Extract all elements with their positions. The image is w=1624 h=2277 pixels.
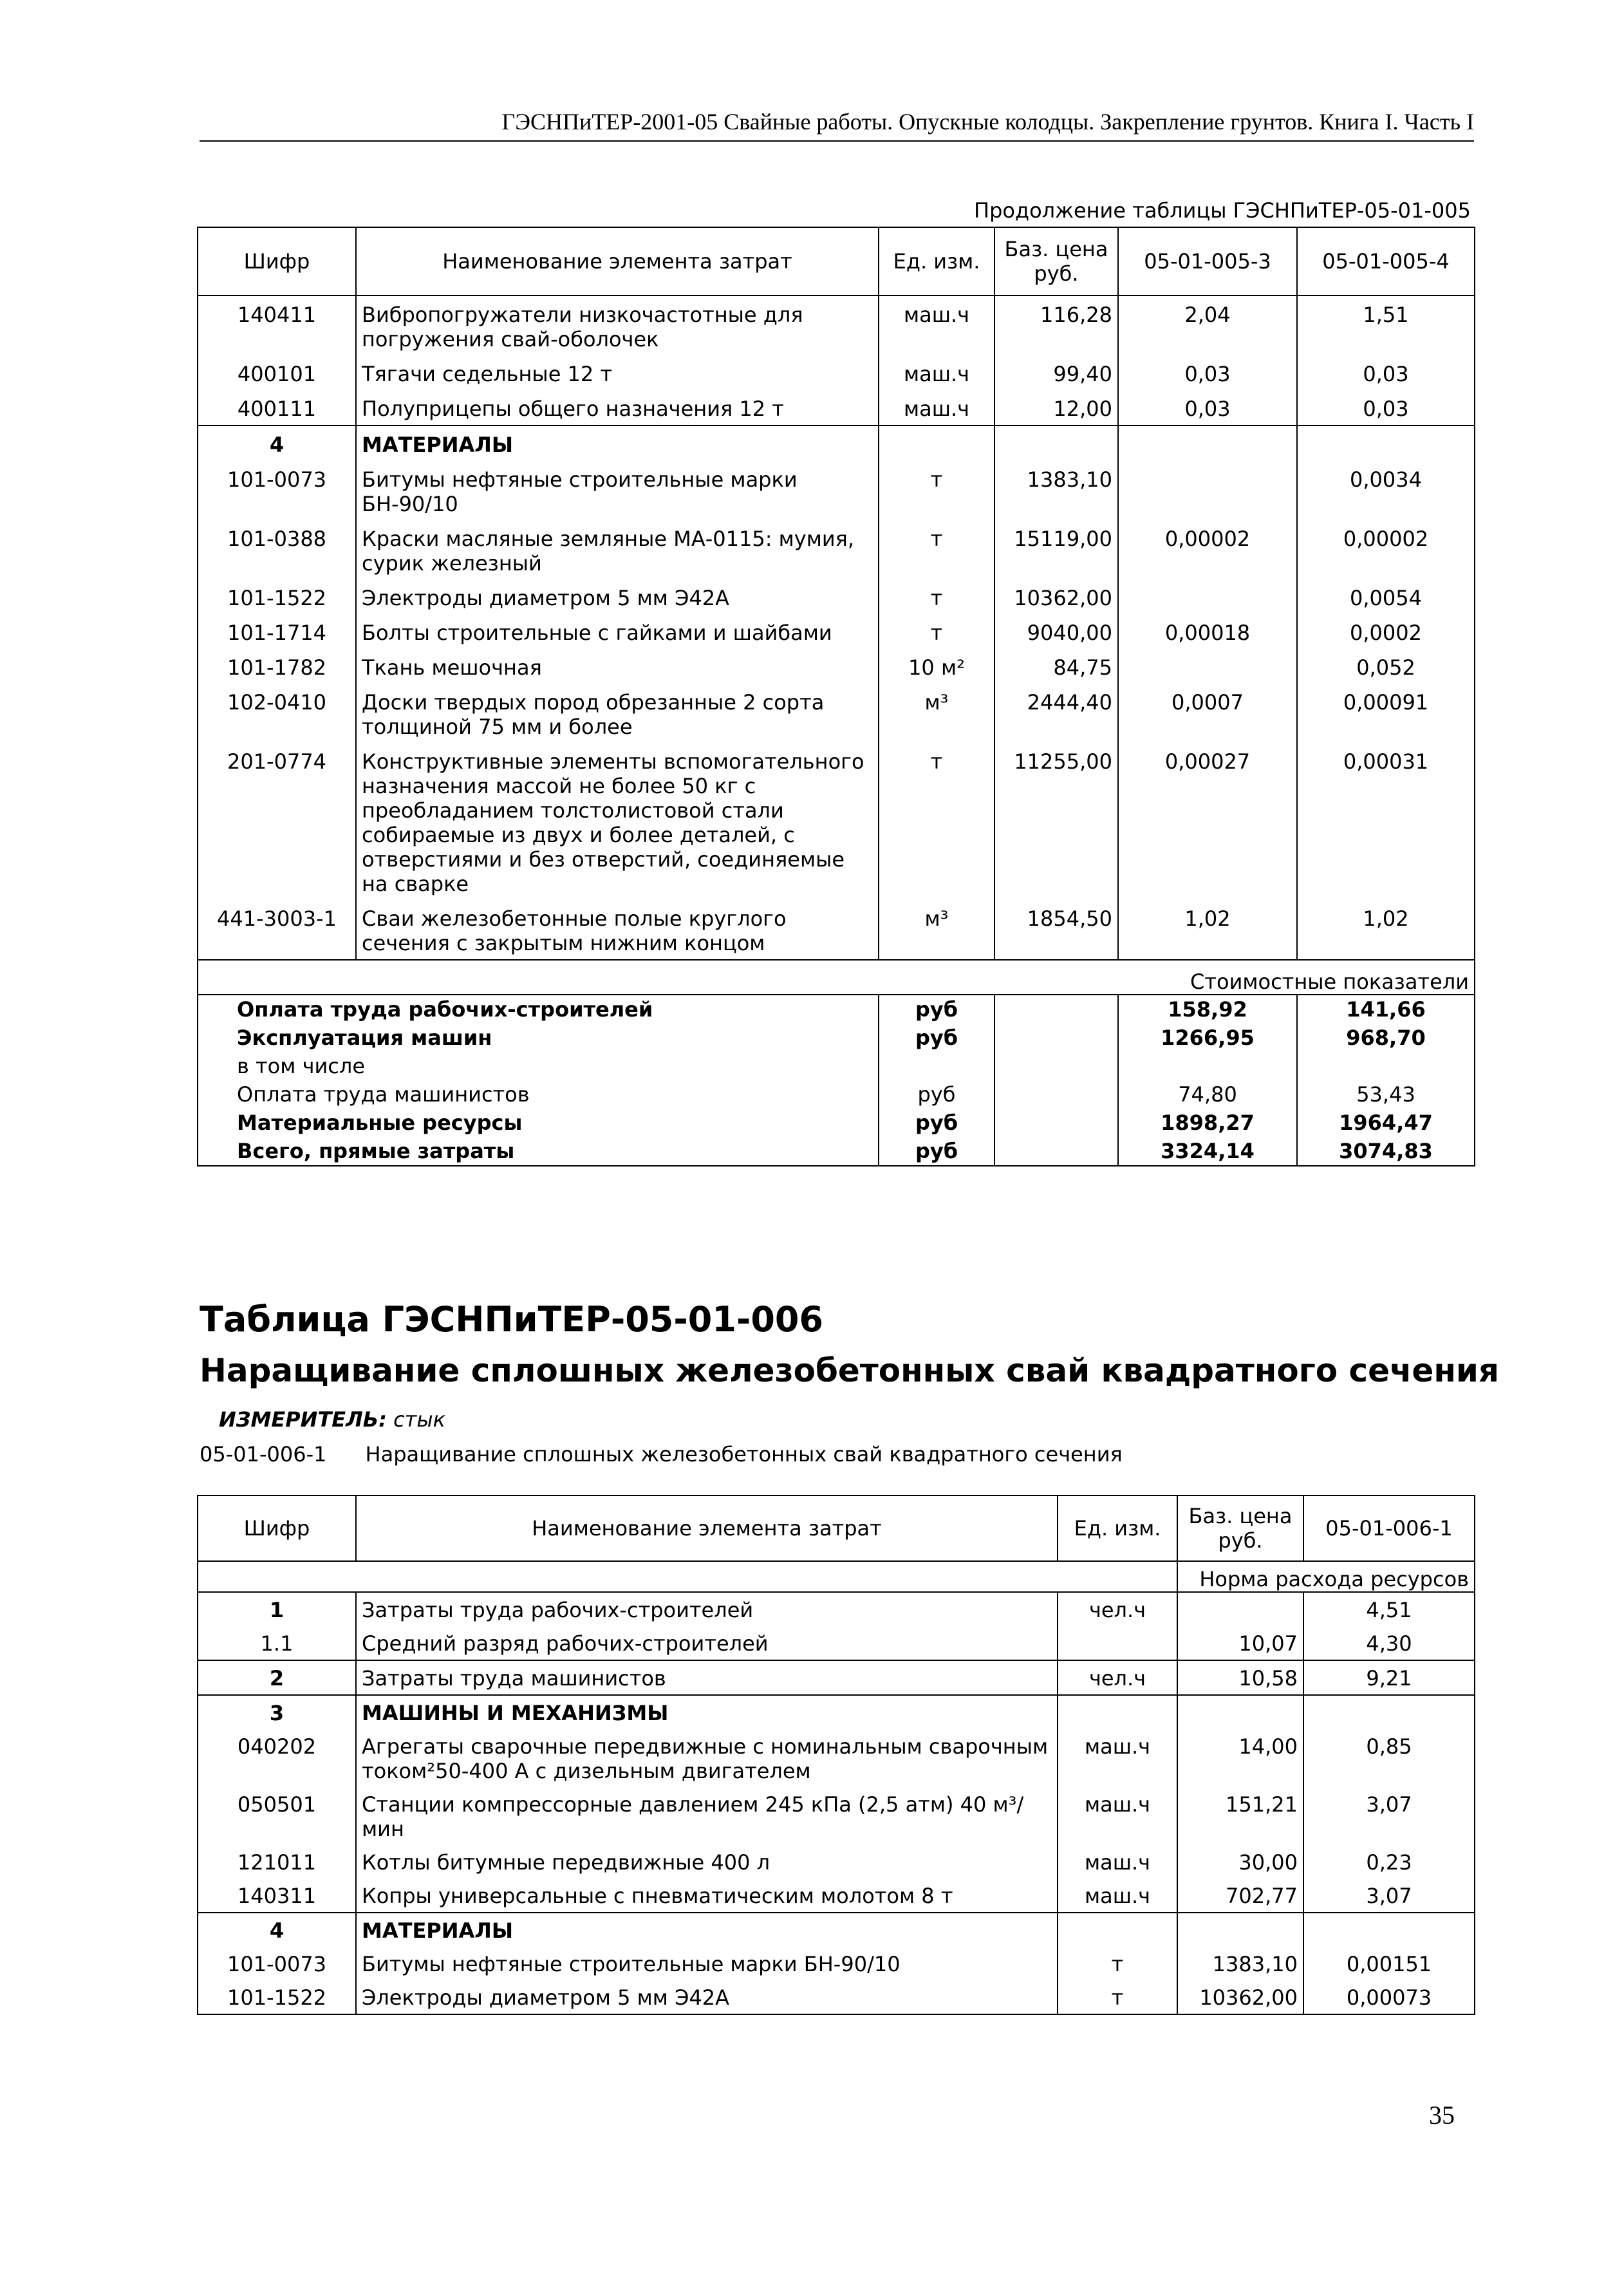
table-row	[198, 1787, 1475, 1845]
total-row	[198, 1080, 1475, 1109]
total-label: Всего, прямые затраты	[237, 1139, 515, 1163]
table-row	[198, 1879, 1475, 1913]
cell-value-4: 1,51	[1297, 295, 1475, 355]
total-label: Эксплуатация машин	[237, 1026, 492, 1050]
table-05-01-005-continuation	[197, 227, 1475, 1167]
cell-name: Битумы нефтяные строительные марки БН-90/10	[356, 461, 879, 520]
table-row	[198, 390, 1475, 426]
table-row	[198, 614, 1475, 649]
total-unit: руб	[879, 1080, 994, 1109]
cell-unit	[1058, 1626, 1177, 1660]
col-header-name: Наименование элемента затрат	[356, 1495, 1058, 1561]
cell-unit: т	[1058, 1947, 1177, 1980]
total-row	[198, 1137, 1475, 1166]
table2-code: 05-01-006-1	[200, 1442, 327, 1466]
table-row	[198, 684, 1475, 743]
cell-unit: маш.ч	[879, 390, 994, 426]
table-row	[198, 1845, 1475, 1879]
cell-name: Болты строительные с гайками и шайбами	[356, 614, 879, 649]
col-header-05-01-005-3: 05-01-005-3	[1118, 227, 1297, 295]
cell-price	[1177, 1592, 1303, 1626]
section-row	[198, 1660, 1475, 1695]
cell-name: МАТЕРИАЛЫ	[356, 1913, 1058, 1947]
table-row	[198, 295, 1475, 355]
cell-value: 9,21	[1303, 1660, 1475, 1695]
cell-name: Затраты труда машинистов	[356, 1660, 1058, 1695]
total-label: Материальные ресурсы	[237, 1110, 523, 1135]
cell-price: 14,00	[1177, 1729, 1303, 1787]
section-row	[198, 426, 1475, 461]
cell-value: 0,00073	[1303, 1980, 1475, 2014]
cell-value: 4,51	[1303, 1592, 1475, 1626]
cell-value-4: 0,03	[1297, 355, 1475, 390]
cell-value-3	[1118, 649, 1297, 684]
cell-price: 10,07	[1177, 1626, 1303, 1660]
cell-value: 3,07	[1303, 1879, 1475, 1913]
cell-value-4: 0,0034	[1297, 461, 1475, 520]
cell-name: Конструктивные элементы вспомогательного назначения массой не более 50 кг с преобладанием толстолистовой стали собираемые из двух и более деталей, с отверстиями и без отверстий, соединяемые на сварке	[356, 743, 879, 900]
cell-unit: м³	[879, 900, 994, 960]
col-header-05-01-006-1: 05-01-006-1	[1303, 1495, 1475, 1561]
header-rule	[200, 140, 1474, 142]
cell-unit: чел.ч	[1058, 1660, 1177, 1695]
cell-unit: маш.ч	[1058, 1845, 1177, 1879]
cell-value: 0,00151	[1303, 1947, 1475, 1980]
table2-title: Таблица ГЭСНПиТЕР-05-01-006	[200, 1299, 824, 1340]
cell-unit: т	[879, 743, 994, 900]
cell-unit: маш.ч	[879, 355, 994, 390]
cell-value-4: 0,052	[1297, 649, 1475, 684]
cell-value-3: 0,00027	[1118, 743, 1297, 900]
cell-code: 101-1522	[227, 1985, 327, 2010]
cell-unit: т	[879, 461, 994, 520]
total-row	[198, 1109, 1475, 1137]
cell-price: 10,58	[1177, 1660, 1303, 1695]
cell-name: Станции компрессорные давлением 245 кПа (2,5 атм) 40 м³/мин	[356, 1787, 1058, 1845]
total-value-4: 968,70	[1297, 1024, 1475, 1052]
cell-price: 1383,10	[994, 461, 1118, 520]
cell-name: Краски масляные земляные МА-0115: мумия, сурик железный	[356, 520, 879, 579]
table-row	[198, 1626, 1475, 1660]
cell-value-3	[1118, 579, 1297, 614]
table2-header-row	[198, 1495, 1475, 1561]
table2-code-desc: Наращивание сплошных железобетонных свай квадратного сечения	[365, 1442, 1123, 1466]
total-unit: руб	[879, 995, 994, 1024]
cell-value-3: 0,00018	[1118, 614, 1297, 649]
cell-name: Котлы битумные передвижные 400 л	[356, 1845, 1058, 1879]
norm-caption-row	[198, 1561, 1475, 1592]
cell-unit: маш.ч	[1058, 1879, 1177, 1913]
cell-code: 121011	[237, 1850, 317, 1875]
cell-unit: т	[879, 579, 994, 614]
total-value-4: 1964,47	[1297, 1109, 1475, 1137]
cell-value-4: 0,00002	[1297, 520, 1475, 579]
cell-name: Копры универсальные с пневматическим молотом 8 т	[356, 1879, 1058, 1913]
cell-price: 2444,40	[994, 684, 1118, 743]
cell-code: 1.1	[260, 1631, 294, 1656]
cell-unit: маш.ч	[879, 295, 994, 355]
cell-code: 101-0073	[227, 1952, 327, 1976]
table-row	[198, 743, 1475, 900]
cell-unit: маш.ч	[1058, 1787, 1177, 1845]
table-row	[198, 649, 1475, 684]
cell-name: Средний разряд рабочих-строителей	[356, 1626, 1058, 1660]
norm-caption: Норма расхода ресурсов	[1177, 1561, 1475, 1592]
table-row	[198, 900, 1475, 960]
cell-name: Доски твердых пород обрезанные 2 сорта толщиной 75 мм и более	[356, 684, 879, 743]
total-unit: руб	[879, 1024, 994, 1052]
cell-code: 101-0388	[227, 527, 327, 551]
total-unit: руб	[879, 1109, 994, 1137]
cell-code: 101-1782	[227, 655, 327, 680]
cell-name: Вибропогружатели низкочастотные для погружения свай-оболочек	[356, 295, 879, 355]
cell-value: 0,23	[1303, 1845, 1475, 1879]
col-header-name: Наименование элемента затрат	[356, 227, 879, 295]
cell-value-3: 1,02	[1118, 900, 1297, 960]
table1-header-row	[198, 227, 1475, 295]
col-header-code: Шифр	[198, 227, 356, 295]
cell-price: 116,28	[994, 295, 1118, 355]
cell-unit: чел.ч	[1058, 1592, 1177, 1626]
cell-value-3: 0,0007	[1118, 684, 1297, 743]
cell-code: 3	[198, 1695, 356, 1729]
total-label: Оплата труда машинистов	[237, 1082, 530, 1107]
cell-value-3: 0,03	[1118, 390, 1297, 426]
table-05-01-006	[197, 1495, 1475, 2015]
cell-price: 84,75	[994, 649, 1118, 684]
total-value-3: 3324,14	[1118, 1137, 1297, 1166]
cost-caption: Стоимостные показатели	[198, 960, 1475, 995]
cell-code: 050501	[237, 1792, 317, 1817]
cell-name: Сваи железобетонные полые круглого сечения с закрытым нижним концом	[356, 900, 879, 960]
cell-name: МАШИНЫ И МЕХАНИЗМЫ	[356, 1695, 1058, 1729]
total-value-4: 53,43	[1297, 1080, 1475, 1109]
cell-unit: т	[879, 614, 994, 649]
table-row	[198, 579, 1475, 614]
cell-unit: т	[1058, 1980, 1177, 2014]
table-row	[198, 1729, 1475, 1787]
cell-name: Ткань мешочная	[356, 649, 879, 684]
cell-price: 151,21	[1177, 1787, 1303, 1845]
cell-code: 400111	[237, 397, 317, 421]
section-row	[198, 1913, 1475, 1947]
cell-unit: м³	[879, 684, 994, 743]
cell-value-3: 2,04	[1118, 295, 1297, 355]
cell-price: 9040,00	[994, 614, 1118, 649]
cell-value-3: 0,03	[1118, 355, 1297, 390]
table-row	[198, 461, 1475, 520]
cell-price: 30,00	[1177, 1845, 1303, 1879]
table2-code-line	[200, 1442, 1123, 1466]
section-row	[198, 1592, 1475, 1626]
cell-value-4: 0,00091	[1297, 684, 1475, 743]
table2-subtitle: Наращивание сплошных железобетонных свай квадратного сечения	[200, 1352, 1500, 1389]
cell-value-4: 0,0002	[1297, 614, 1475, 649]
cell-value-3: 0,00002	[1118, 520, 1297, 579]
col-header-code: Шифр	[198, 1495, 356, 1561]
cell-price: 702,77	[1177, 1879, 1303, 1913]
col-header-price: Баз. цена руб.	[994, 227, 1118, 295]
cell-price: 15119,00	[994, 520, 1118, 579]
table-row	[198, 1947, 1475, 1980]
cell-value-4: 1,02	[1297, 900, 1475, 960]
col-header-05-01-005-4: 05-01-005-4	[1297, 227, 1475, 295]
total-row	[198, 1052, 1475, 1080]
col-header-price: Баз. цена руб.	[1177, 1495, 1303, 1561]
cell-unit: т	[879, 520, 994, 579]
section-code: 4	[198, 426, 356, 461]
total-row	[198, 1024, 1475, 1052]
cell-price: 1854,50	[994, 900, 1118, 960]
cell-value: 3,07	[1303, 1787, 1475, 1845]
cell-name: Тягачи седельные 12 т	[356, 355, 879, 390]
cell-code: 140411	[237, 303, 317, 327]
table-row	[198, 520, 1475, 579]
table-row	[198, 1980, 1475, 2014]
cell-value: 0,85	[1303, 1729, 1475, 1787]
cell-value-3	[1118, 461, 1297, 520]
cell-code: 2	[198, 1660, 356, 1695]
cell-unit: маш.ч	[1058, 1729, 1177, 1787]
meter-label: ИЗМЕРИТЕЛЬ:	[219, 1407, 387, 1432]
cell-name: Агрегаты сварочные передвижные с номинальным сварочным током²50-400 А с дизельным двигателем	[356, 1729, 1058, 1787]
cell-code: 4	[198, 1913, 356, 1947]
total-value-4: 141,66	[1297, 995, 1475, 1024]
cell-code: 101-1714	[227, 621, 327, 645]
table1-continuation-caption: Продолжение таблицы ГЭСНПиТЕР-05-01-005	[974, 198, 1471, 223]
cell-price: 10362,00	[994, 579, 1118, 614]
cell-price: 10362,00	[1177, 1980, 1303, 2014]
cell-name: Электроды диаметром 5 мм Э42А	[356, 1980, 1058, 2014]
cell-value: 4,30	[1303, 1626, 1475, 1660]
total-unit: руб	[879, 1137, 994, 1166]
cell-price: 99,40	[994, 355, 1118, 390]
total-label: в том числе	[237, 1054, 365, 1078]
cell-code: 040202	[237, 1734, 317, 1759]
total-row	[198, 995, 1475, 1024]
cell-unit: 10 м²	[879, 649, 994, 684]
cell-value-4: 0,0054	[1297, 579, 1475, 614]
section-name: МАТЕРИАЛЫ	[356, 426, 879, 461]
cell-name: Битумы нефтяные строительные марки БН-90/10	[356, 1947, 1058, 1980]
table2-meter	[219, 1407, 445, 1432]
cell-code: 102-0410	[227, 690, 327, 715]
total-label: Оплата труда рабочих-строителей	[198, 995, 879, 1024]
cell-code: 201-0774	[227, 749, 327, 774]
total-value-3: 158,92	[1118, 995, 1297, 1024]
meter-value: стык	[393, 1407, 445, 1432]
cell-code: 101-1522	[227, 586, 327, 610]
total-value-3: 1266,95	[1118, 1024, 1297, 1052]
total-value-3: 74,80	[1118, 1080, 1297, 1109]
cell-name: Полуприцепы общего назначения 12 т	[356, 390, 879, 426]
cost-caption-row	[198, 960, 1475, 995]
cell-code: 140311	[237, 1884, 317, 1908]
col-header-unit: Ед. изм.	[1058, 1495, 1177, 1561]
total-value-4: 3074,83	[1297, 1137, 1475, 1166]
running-header: ГЭСНПиТЕР-2001-05 Свайные работы. Опускные колодцы. Закрепление грунтов. Книга I. Часть I	[501, 109, 1474, 135]
cell-price: 12,00	[994, 390, 1118, 426]
cell-value-4: 0,03	[1297, 390, 1475, 426]
cell-value-4: 0,00031	[1297, 743, 1475, 900]
cell-price: 11255,00	[994, 743, 1118, 900]
table-row	[198, 355, 1475, 390]
cell-code: 101-0073	[227, 467, 327, 492]
cell-price: 1383,10	[1177, 1947, 1303, 1980]
page-number: 35	[1429, 2101, 1455, 2130]
section-row	[198, 1695, 1475, 1729]
cell-name: Электроды диаметром 5 мм Э42А	[356, 579, 879, 614]
cell-code: 1	[198, 1592, 356, 1626]
cell-code: 400101	[237, 362, 317, 386]
cell-code: 441-3003-1	[217, 906, 337, 931]
col-header-unit: Ед. изм.	[879, 227, 994, 295]
cell-name: Затраты труда рабочих-строителей	[356, 1592, 1058, 1626]
total-value-3: 1898,27	[1118, 1109, 1297, 1137]
